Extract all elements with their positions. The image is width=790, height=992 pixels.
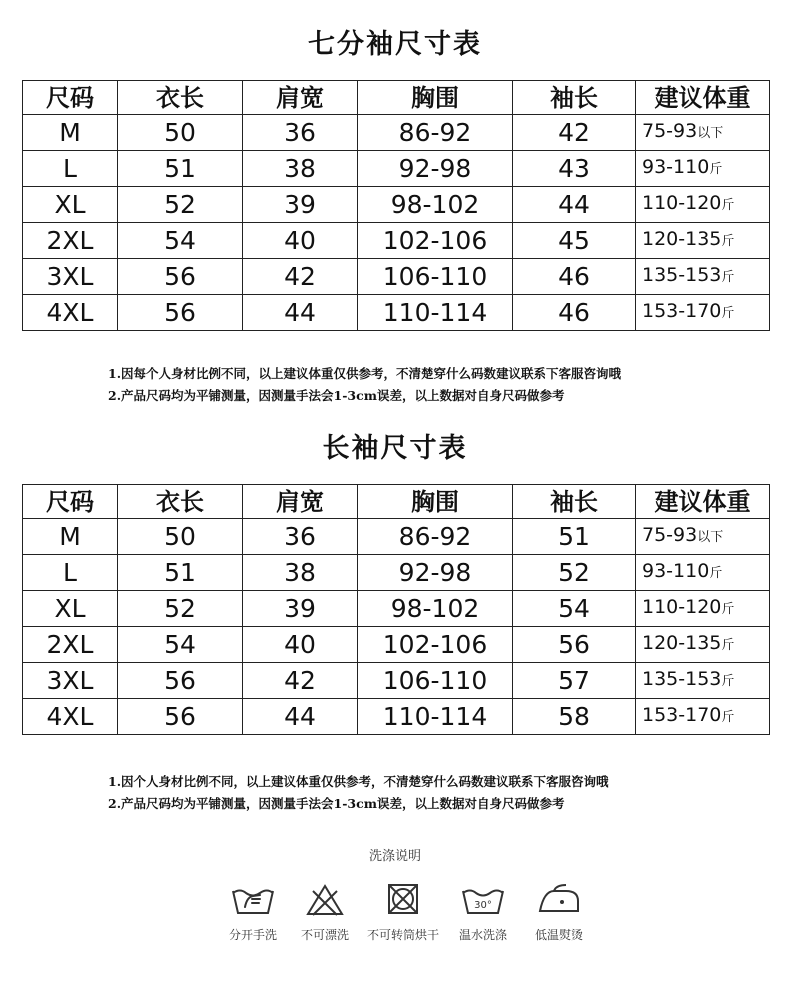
cell-sleeve: 51 bbox=[513, 519, 636, 555]
header-weight: 建议体重 bbox=[636, 485, 770, 519]
cell-shoulder: 38 bbox=[243, 555, 358, 591]
note-line: 1.因个人身材比例不同，以上建议体重仅供参考，不清楚穿什么码数建议联系下客服咨询哦 bbox=[108, 774, 609, 789]
cell-weight bbox=[636, 591, 770, 627]
weight-unit: 斤 bbox=[721, 234, 735, 249]
table-header-row bbox=[23, 485, 770, 519]
header-sleeve: 袖长 bbox=[513, 485, 636, 519]
cell-shoulder: 42 bbox=[243, 259, 358, 295]
care-item bbox=[287, 883, 363, 943]
cell-length: 56 bbox=[118, 259, 243, 295]
table-row bbox=[23, 555, 770, 591]
weight-value: 110-120 bbox=[642, 596, 722, 618]
header-size: 尺码 bbox=[23, 81, 118, 115]
cell-length: 56 bbox=[118, 699, 243, 735]
cell-sleeve: 57 bbox=[513, 663, 636, 699]
care-label: 温水洗涤 bbox=[458, 928, 507, 942]
weight-unit: 斤 bbox=[721, 638, 735, 653]
care-item bbox=[521, 883, 597, 943]
header-shoulder: 肩宽 bbox=[243, 485, 358, 519]
size-table-long-sleeve bbox=[22, 484, 770, 735]
cell-chest: 102-106 bbox=[358, 627, 513, 663]
cell-chest: 86-92 bbox=[358, 519, 513, 555]
weight-value: 153-170 bbox=[642, 300, 722, 322]
care-label: 低温熨烫 bbox=[534, 928, 583, 942]
cell-length: 56 bbox=[118, 663, 243, 699]
cell-sleeve: 42 bbox=[513, 115, 636, 151]
cell-sleeve: 52 bbox=[513, 555, 636, 591]
weight-value: 110-120 bbox=[642, 192, 722, 214]
cell-shoulder: 39 bbox=[243, 187, 358, 223]
care-item bbox=[215, 883, 291, 943]
table-row bbox=[23, 223, 770, 259]
header-chest: 胸围 bbox=[358, 81, 513, 115]
cell-length: 56 bbox=[118, 295, 243, 331]
weight-unit: 斤 bbox=[721, 270, 735, 285]
cell-shoulder: 42 bbox=[243, 663, 358, 699]
low-iron-icon bbox=[536, 883, 582, 917]
cell-length: 51 bbox=[118, 151, 243, 187]
cell-length: 54 bbox=[118, 223, 243, 259]
cell-size: L bbox=[23, 555, 118, 591]
header-weight: 建议体重 bbox=[636, 81, 770, 115]
cell-sleeve: 44 bbox=[513, 187, 636, 223]
cell-weight bbox=[636, 627, 770, 663]
weight-unit: 斤 bbox=[721, 674, 735, 689]
no-tumble-dry-icon bbox=[383, 883, 423, 917]
note-line: 1.因每个人身材比例不同，以上建议体重仅供参考，不清楚穿什么码数建议联系下客服咨询哦 bbox=[108, 366, 622, 381]
note-line: 2.产品尺码均为平铺测量，因测量手法会1-3cm误差，以上数据对自身尺码做参考 bbox=[108, 796, 565, 811]
cell-size: 3XL bbox=[23, 259, 118, 295]
table-row bbox=[23, 699, 770, 735]
cell-shoulder: 39 bbox=[243, 591, 358, 627]
header-length: 衣长 bbox=[118, 485, 243, 519]
cell-chest: 98-102 bbox=[358, 187, 513, 223]
warm-wash-icon bbox=[460, 883, 506, 917]
cell-size: L bbox=[23, 151, 118, 187]
wash-temperature: 30° bbox=[474, 900, 492, 911]
care-icons bbox=[215, 883, 595, 953]
size-notes bbox=[108, 363, 621, 407]
care-label: 不可转筒烘干 bbox=[366, 928, 439, 942]
table-row bbox=[23, 259, 770, 295]
care-item bbox=[365, 883, 441, 943]
weight-unit: 斤 bbox=[721, 306, 735, 321]
no-bleach-icon bbox=[305, 883, 345, 917]
table-title-long-sleeve: 长袖尺寸表 bbox=[322, 433, 468, 464]
weight-unit: 以下 bbox=[697, 530, 724, 545]
table-row bbox=[23, 115, 770, 151]
care-label: 分开手洗 bbox=[228, 928, 277, 942]
cell-weight bbox=[636, 151, 770, 187]
cell-chest: 110-114 bbox=[358, 699, 513, 735]
weight-value: 120-135 bbox=[642, 228, 722, 250]
cell-length: 54 bbox=[118, 627, 243, 663]
weight-value: 153-170 bbox=[642, 704, 722, 726]
note-line: 2.产品尺码均为平铺测量，因测量手法会1-3cm误差，以上数据对自身尺码做参考 bbox=[108, 388, 565, 403]
cell-length: 50 bbox=[118, 519, 243, 555]
cell-size: 4XL bbox=[23, 699, 118, 735]
weight-unit: 以下 bbox=[697, 126, 724, 141]
table-row bbox=[23, 187, 770, 223]
header-size: 尺码 bbox=[23, 485, 118, 519]
cell-weight bbox=[636, 223, 770, 259]
cell-chest: 106-110 bbox=[358, 663, 513, 699]
care-label: 不可漂洗 bbox=[300, 928, 349, 942]
cell-size: M bbox=[23, 115, 118, 151]
cell-weight bbox=[636, 519, 770, 555]
table-row bbox=[23, 151, 770, 187]
weight-unit: 斤 bbox=[721, 602, 735, 617]
cell-sleeve: 46 bbox=[513, 295, 636, 331]
header-chest: 胸围 bbox=[358, 485, 513, 519]
hand-wash-icon bbox=[230, 883, 276, 917]
cell-length: 51 bbox=[118, 555, 243, 591]
weight-value: 93-110 bbox=[642, 560, 710, 582]
cell-sleeve: 43 bbox=[513, 151, 636, 187]
table-row bbox=[23, 627, 770, 663]
cell-chest: 92-98 bbox=[358, 555, 513, 591]
cell-shoulder: 36 bbox=[243, 115, 358, 151]
weight-value: 135-153 bbox=[642, 264, 722, 286]
cell-weight bbox=[636, 259, 770, 295]
table-row bbox=[23, 519, 770, 555]
cell-shoulder: 40 bbox=[243, 223, 358, 259]
cell-chest: 86-92 bbox=[358, 115, 513, 151]
table-header-row bbox=[23, 81, 770, 115]
care-item bbox=[445, 883, 521, 943]
cell-sleeve: 56 bbox=[513, 627, 636, 663]
cell-size: XL bbox=[23, 591, 118, 627]
header-length: 衣长 bbox=[118, 81, 243, 115]
cell-weight bbox=[636, 699, 770, 735]
table-row bbox=[23, 295, 770, 331]
weight-value: 75-93 bbox=[642, 524, 698, 546]
table-row bbox=[23, 591, 770, 627]
table-title-three-quarter-sleeve: 七分袖尺寸表 bbox=[308, 29, 482, 60]
cell-chest: 102-106 bbox=[358, 223, 513, 259]
care-title: 洗涤说明 bbox=[368, 849, 421, 864]
cell-weight bbox=[636, 555, 770, 591]
weight-value: 93-110 bbox=[642, 156, 710, 178]
cell-size: 2XL bbox=[23, 223, 118, 259]
cell-length: 52 bbox=[118, 591, 243, 627]
cell-chest: 106-110 bbox=[358, 259, 513, 295]
weight-unit: 斤 bbox=[709, 162, 723, 177]
size-notes bbox=[108, 771, 609, 815]
cell-size: M bbox=[23, 519, 118, 555]
weight-value: 120-135 bbox=[642, 632, 722, 654]
weight-unit: 斤 bbox=[721, 198, 735, 213]
cell-chest: 92-98 bbox=[358, 151, 513, 187]
cell-size: XL bbox=[23, 187, 118, 223]
cell-size: 4XL bbox=[23, 295, 118, 331]
header-shoulder: 肩宽 bbox=[243, 81, 358, 115]
header-sleeve: 袖长 bbox=[513, 81, 636, 115]
cell-shoulder: 44 bbox=[243, 699, 358, 735]
cell-length: 52 bbox=[118, 187, 243, 223]
cell-weight bbox=[636, 663, 770, 699]
weight-value: 75-93 bbox=[642, 120, 698, 142]
table-row bbox=[23, 663, 770, 699]
cell-sleeve: 46 bbox=[513, 259, 636, 295]
cell-chest: 98-102 bbox=[358, 591, 513, 627]
size-table-three-quarter-sleeve bbox=[22, 80, 770, 331]
cell-sleeve: 54 bbox=[513, 591, 636, 627]
cell-sleeve: 58 bbox=[513, 699, 636, 735]
cell-weight bbox=[636, 115, 770, 151]
cell-chest: 110-114 bbox=[358, 295, 513, 331]
weight-unit: 斤 bbox=[709, 566, 723, 581]
weight-unit: 斤 bbox=[721, 710, 735, 725]
cell-shoulder: 38 bbox=[243, 151, 358, 187]
cell-shoulder: 44 bbox=[243, 295, 358, 331]
cell-shoulder: 40 bbox=[243, 627, 358, 663]
weight-value: 135-153 bbox=[642, 668, 722, 690]
cell-length: 50 bbox=[118, 115, 243, 151]
cell-size: 3XL bbox=[23, 663, 118, 699]
cell-weight bbox=[636, 295, 770, 331]
cell-sleeve: 45 bbox=[513, 223, 636, 259]
cell-size: 2XL bbox=[23, 627, 118, 663]
cell-weight bbox=[636, 187, 770, 223]
cell-shoulder: 36 bbox=[243, 519, 358, 555]
